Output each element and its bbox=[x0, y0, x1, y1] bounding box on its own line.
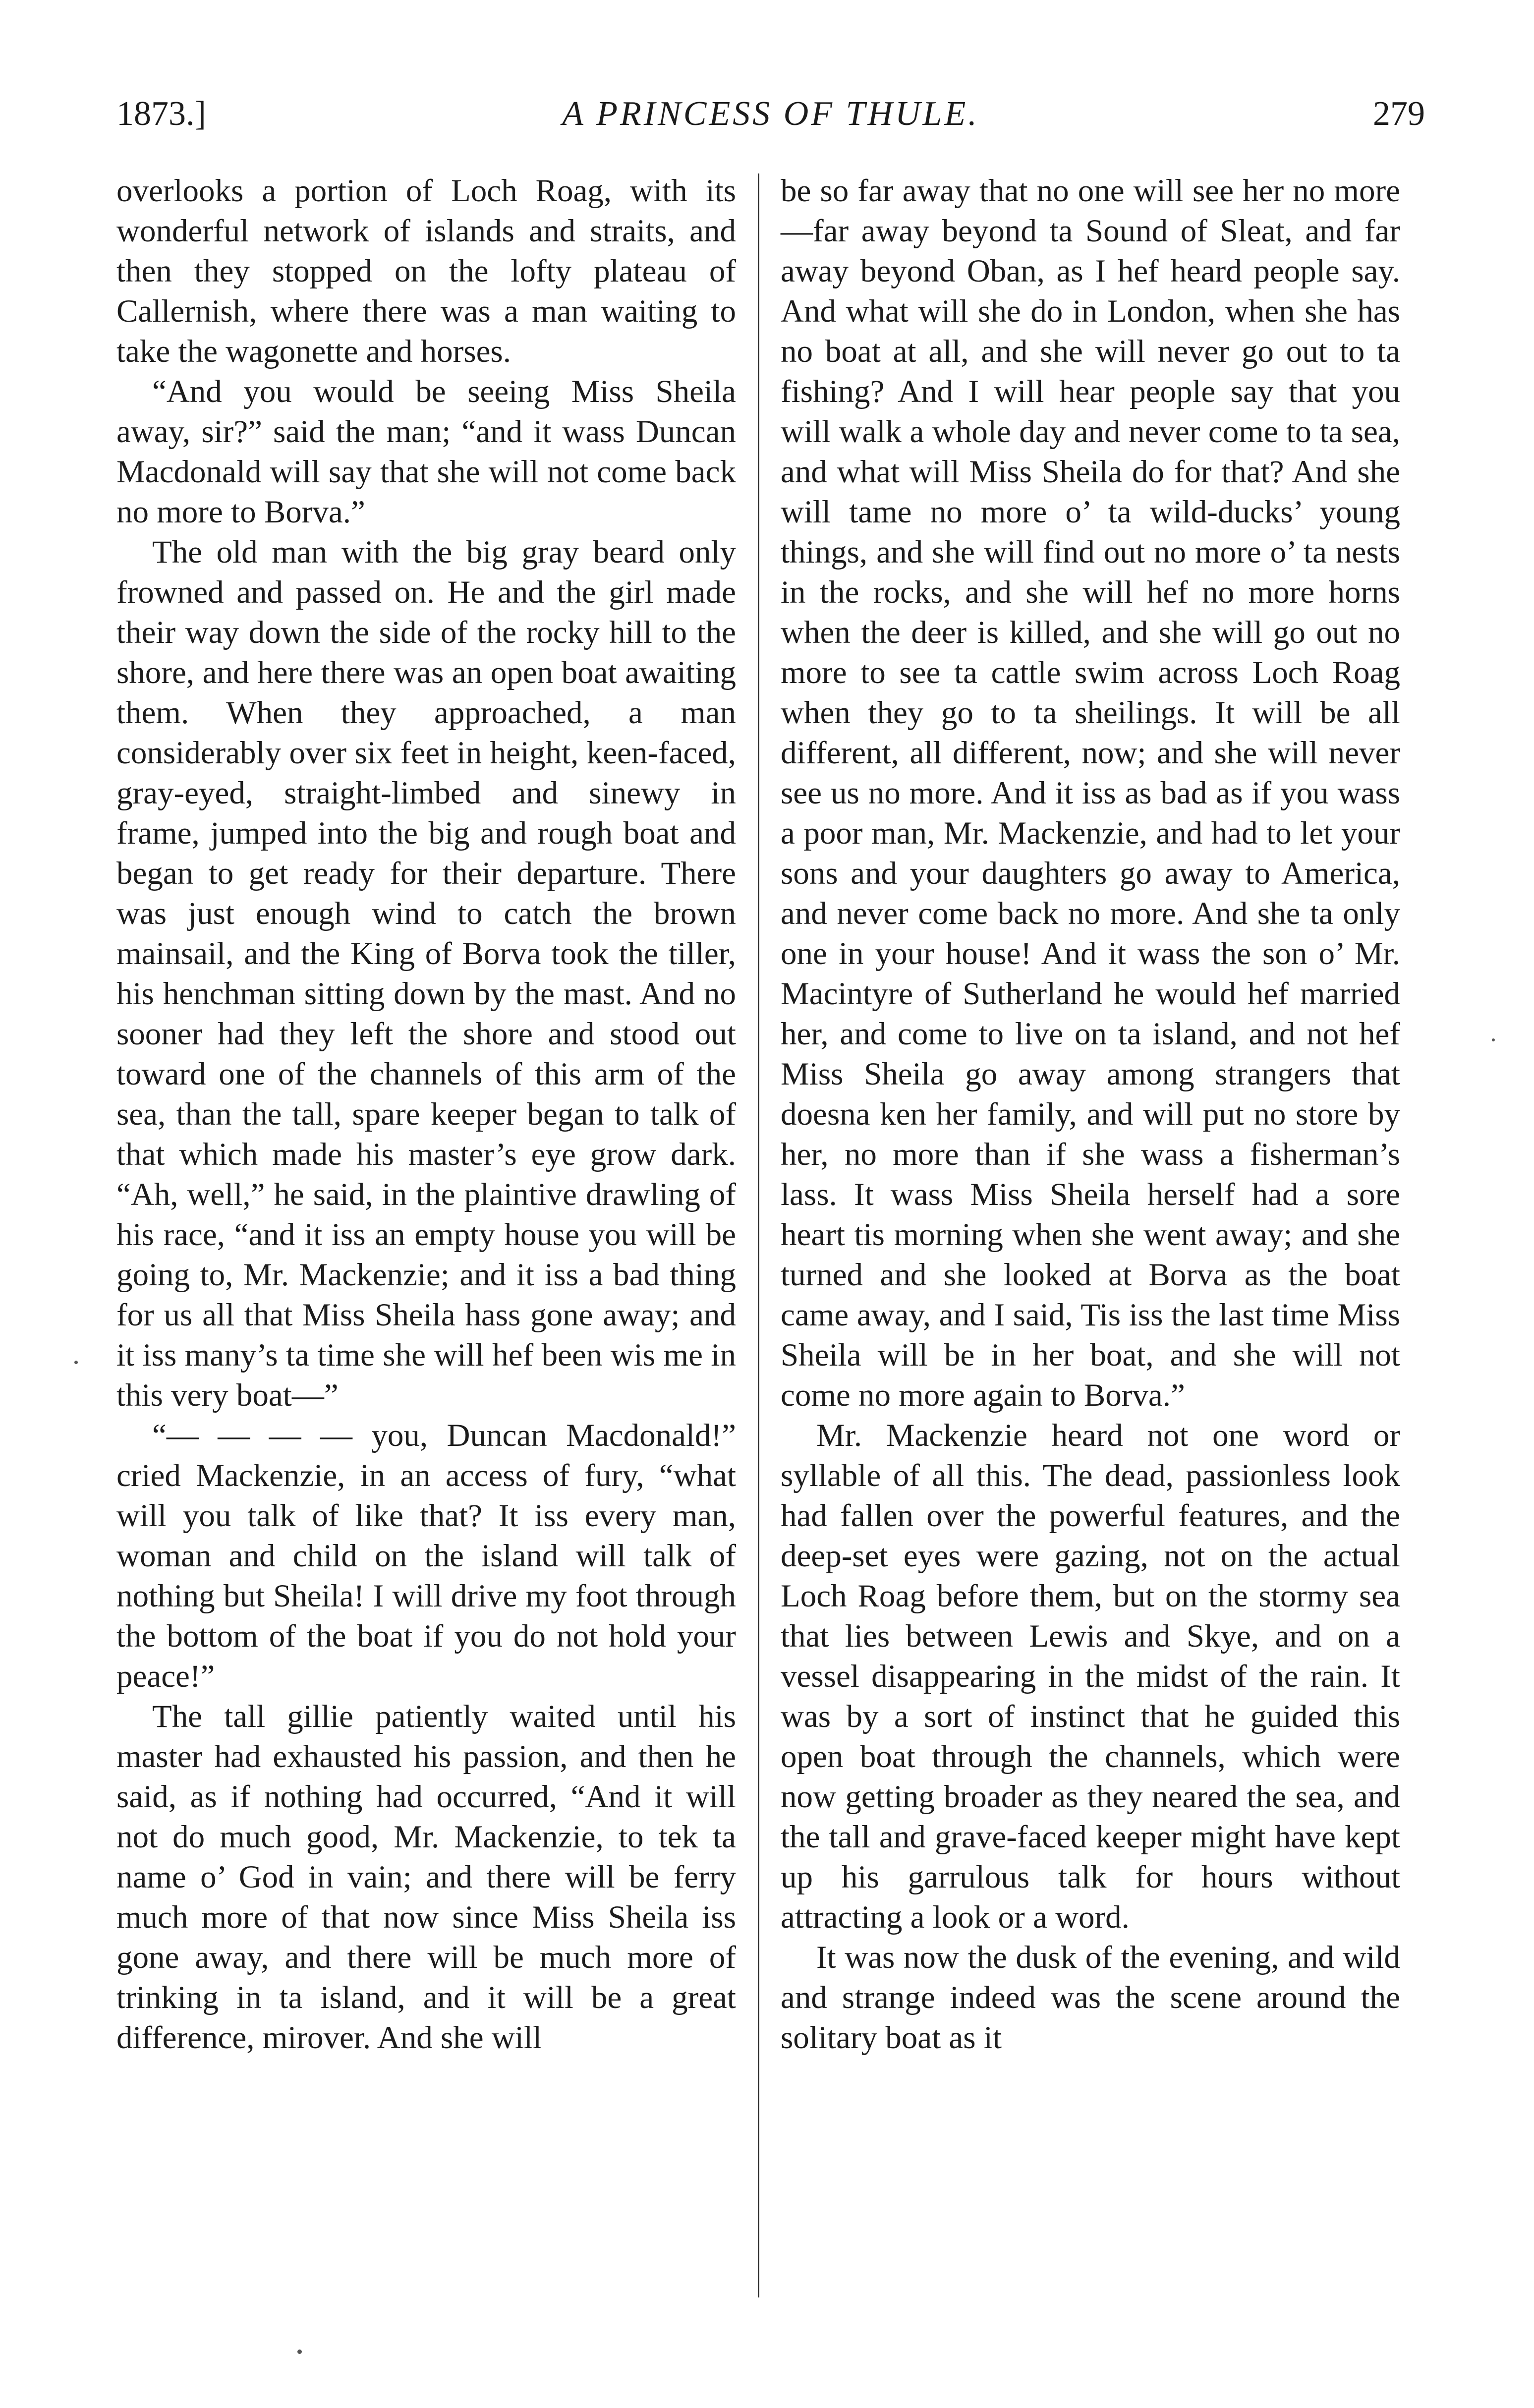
right-column bbox=[781, 171, 1400, 2058]
page-number: 279 bbox=[1373, 95, 1425, 133]
print-speck bbox=[297, 2350, 302, 2354]
running-head bbox=[116, 92, 1425, 136]
header-year: 1873.] bbox=[116, 95, 206, 133]
paragraph: It was now the dusk of the evening, and wild and strange indeed was the scene around the solitary boat as it bbox=[781, 1940, 1400, 2056]
paragraph: be so far away that no one will see her no more—far away beyond ta Sound of Sleat, and far away beyond Oban, as I hef heard people say. And what will she do in London, when she has no boat at all, and she will never go out to ta fishing? And I will hear people say that you will walk a whole day and never come to ta sea, and what will Miss Sheila do for that? And she will tame no more o’ ta wild-ducks’ young things, and she will find out no more o’ ta nests in the rocks, and she will hef no more horns when the deer is killed, and she will go out no more to see ta cattle swim across Loch Roag when they go to ta sheilings. It will be all different, all different, now; and she will never see us no more. And it iss as bad as if you wass a poor man, Mr. Mackenzie, and had to let your sons and your daughters go away to America, and never come back no more. And she ta only one in your house! And it wass the son o’ Mr. Macintyre of Sutherland he would hef married her, and come to live on ta island, and not hef Miss Sheila go away among strangers that doesna ken her family, and will put no store by her, no more than if she wass a fisherman’s lass. It wass Miss Sheila herself had a sore heart tis morning when she went away; and she turned and she looked at Borva as the boat came away, and I said, Tis iss the last time Miss Sheila will be in her boat, and she will not come no more again to Borva.” bbox=[781, 173, 1400, 1413]
paragraph: Mr. Mackenzie heard not one word or syllable of all this. The dead, passionless look had fallen over the powerful features, and the deep-set eyes were gazing, not on the actual Loch Roag before them, but on the stormy sea that lies between Lewis and Skye, and on a vessel disappearing in the midst of the rain. It was by a sort of instinct that he guided this open boat through the channels, which were now getting broader as they neared the sea, and the tall and grave-faced keeper might have kept up his garrulous talk for hours without attracting a look or a word. bbox=[781, 1418, 1400, 1935]
column-divider bbox=[758, 173, 759, 2297]
left-column bbox=[116, 171, 736, 2058]
paragraph: “And you would be seeing Miss Sheila away, sir?” said the man; “and it wass Duncan Macdonald will say that she will not come back no more to Borva.” bbox=[116, 374, 736, 530]
paragraph: The tall gillie patiently waited until his master had exhausted his passion, and then he said, as if nothing had occurred, “And it will not do much good, Mr. Mackenzie, to tek ta name o’ God in vain; and there will be ferry much more of that now since Miss Sheila iss gone away, and there will be much more of trinking in ta island, and it will be a great difference, mirover. And she will bbox=[116, 1699, 736, 2056]
paragraph: The old man with the big gray beard only frowned and passed on. He and the girl made their way down the side of the rocky hill to the shore, and here there was an open boat awaiting them. When they approached, a man considerably over six feet in height, keen-faced, gray-eyed, straight-limbed and sinewy in frame, jumped into the big and rough boat and began to get ready for their departure. There was just enough wind to catch the brown mainsail, and the King of Borva took the tiller, his henchman sitting down by the mast. And no sooner had they left the shore and stood out toward one of the channels of this arm of the sea, than the tall, spare keeper began to talk of that which made his master’s eye grow dark. “Ah, well,” he said, in the plaintive drawling of his race, “and it iss an empty house you will be going to, Mr. Mackenzie; and it iss a bad thing for us all that Miss Sheila hass gone away; and it iss many’s ta time she will hef been wis me in this very boat—” bbox=[116, 534, 736, 1413]
paragraph: “— — — — you, Duncan Macdonald!” cried Mackenzie, in an access of fury, “what will you talk of like that? It iss every man, woman and child on the island will talk of nothing but Sheila! I will drive my foot through the bottom of the boat if you do not hold your peace!” bbox=[116, 1418, 736, 1694]
print-speck bbox=[1492, 1038, 1495, 1041]
print-speck bbox=[74, 1361, 78, 1364]
header-title: A PRINCESS OF THULE. bbox=[562, 95, 979, 133]
paragraph: overlooks a portion of Loch Roag, with its wonderful network of islands and straits, and then they stopped on the lofty plateau of Callernish, where there was a man waiting to take the wagonette and horses. bbox=[116, 173, 736, 369]
